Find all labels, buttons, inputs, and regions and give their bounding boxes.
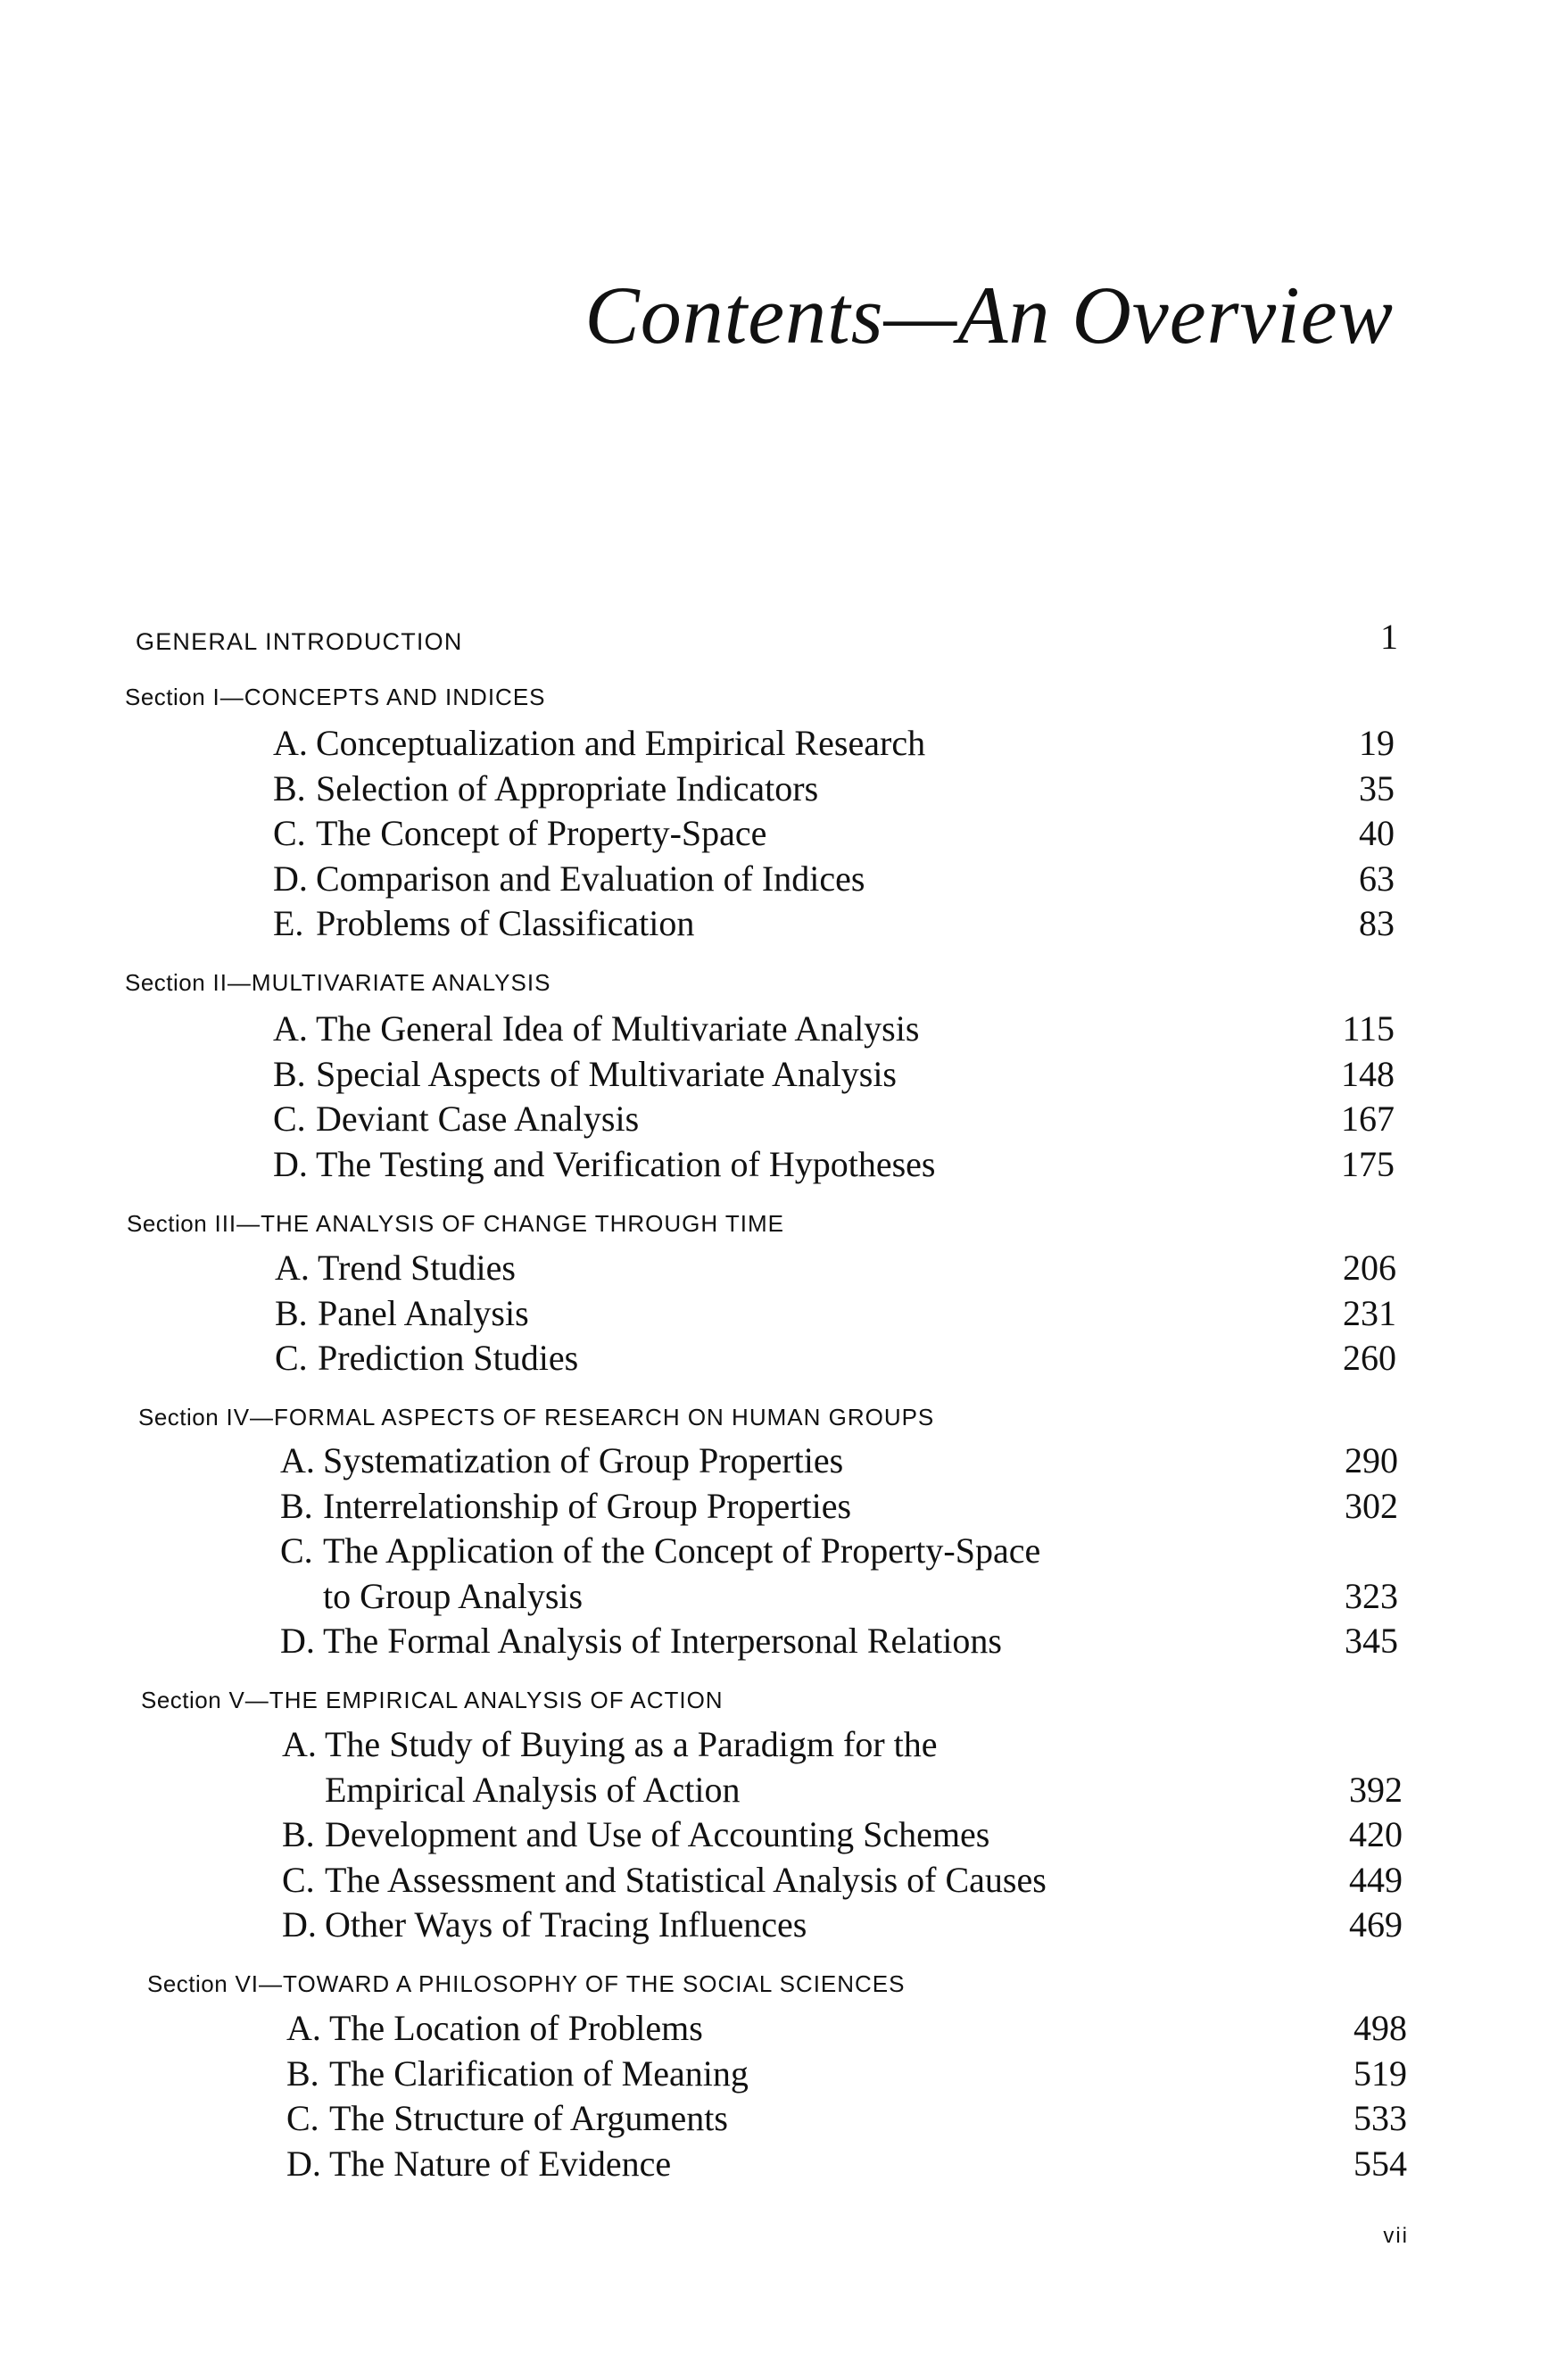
entry-title: The Study of Buying as a Paradigm for the [325,1724,938,1764]
entry-page-number: 290 [1345,1440,1398,1480]
section-heading [125,684,546,711]
entry-title: Other Ways of Tracing Influences [325,1904,807,1945]
toc-entry [282,1722,938,1767]
entry-title: Development and Use of Accounting Schemes [325,1814,990,1854]
section-word: Section [125,684,206,710]
entry-letter: E. [273,903,304,943]
entry-letter: A. [280,1440,315,1480]
entry-title: The Formal Analysis of Interpersonal Relations [323,1621,1002,1661]
entry-letter: D. [282,1904,317,1945]
entry-page-number: 323 [1345,1575,1398,1616]
section-word: Section [127,1210,208,1237]
toc-entry [273,1097,639,1141]
entry-letter: A. [286,2008,321,2048]
entry-title: to Group Analysis [323,1575,584,1616]
entry-title: Problems of Classification [316,903,695,943]
toc-entry [282,1812,989,1857]
entry-title: Selection of Appropriate Indicators [316,767,819,809]
entry-title: Empirical Analysis of Action [325,1769,741,1810]
entry-title: The Application of the Concept of Property-Space [323,1530,1041,1571]
entry-page-number: 533 [1353,2098,1407,2138]
entry-title: Prediction Studies [318,1338,579,1378]
general-introduction-row [136,616,1398,669]
entry-page-number: 167 [1341,1099,1395,1139]
entry-letter: C. [282,1859,315,1900]
entry-page-number: 148 [1341,1053,1395,1094]
entry-title: The Testing and Verification of Hypotheses [316,1143,936,1184]
entry-page-number: 260 [1343,1338,1396,1378]
entry-letter: D. [280,1621,315,1661]
entry-letter: A. [282,1724,317,1764]
entry-title: Comparison and Evaluation of Indices [316,858,865,899]
entry-page-number: 175 [1341,1143,1395,1184]
toc-entry-continuation [282,1768,741,1812]
entry-letter: D. [273,858,308,899]
toc-entry [280,1484,851,1529]
entry-page-number: 231 [1343,1292,1396,1333]
entry-page-number: 469 [1349,1904,1403,1945]
section-word: Section [147,1970,228,1997]
entry-page-number: 420 [1349,1814,1403,1854]
section-heading [125,969,550,997]
section-title: I—CONCEPTS AND INDICES [212,684,546,710]
entry-page-number: 392 [1349,1769,1403,1810]
toc-entry [275,1291,529,1336]
entry-page-number: 115 [1342,1008,1395,1049]
toc-entry [286,2006,703,2051]
section-word: Section [125,969,206,996]
entry-letter: A. [275,1248,310,1288]
section-heading [141,1687,724,1714]
general-introduction-page: 1 [1380,617,1398,657]
entry-title: Interrelationship of Group Properties [323,1485,852,1526]
section-title: V—THE EMPIRICAL ANALYSIS OF ACTION [228,1687,724,1713]
page-title: Contents—An Overview [584,270,1394,361]
entry-title: The Concept of Property-Space [316,813,767,853]
entry-letter: C. [273,1099,306,1139]
entry-page-number: 35 [1359,767,1395,809]
entry-page-number: 206 [1343,1248,1396,1288]
entry-letter: B. [273,1053,306,1094]
entry-letter: B. [282,1814,315,1854]
entry-page-number: 19 [1359,723,1395,763]
section-heading [147,1970,906,1998]
entry-letter: B. [286,2052,319,2094]
entry-letter: C. [273,813,306,853]
entry-letter: C. [275,1338,308,1378]
entry-letter: D. [286,2143,321,2184]
toc-entry [273,1007,919,1051]
toc-entry [273,901,694,946]
entry-page-number: 498 [1353,2008,1407,2048]
entry-page-number: 63 [1359,858,1395,899]
entry-page-number: 83 [1359,903,1395,943]
toc-entry [286,2142,671,2186]
toc-entry [286,2096,728,2141]
entry-title: The General Idea of Multivariate Analysis [316,1008,920,1049]
entry-title: The Assessment and Statistical Analysis of Causes [325,1859,1047,1900]
entry-letter: B. [280,1485,313,1526]
toc-entry [282,1903,807,1947]
section-word: Section [138,1404,219,1430]
entry-letter: C. [280,1530,313,1571]
toc-entry [275,1246,516,1290]
toc-entry [286,2052,749,2096]
entry-title: The Structure of Arguments [329,2098,728,2138]
entry-page-number: 302 [1345,1485,1398,1526]
entry-title: Trend Studies [318,1248,516,1288]
page-folio: vii [1383,2224,1409,2248]
entry-title: Special Aspects of Multivariate Analysis [316,1053,897,1094]
section-title: IV—FORMAL ASPECTS OF RESEARCH ON HUMAN GROUPS [226,1404,935,1430]
toc-entry-continuation [280,1574,583,1619]
entry-title: Conceptualization and Empirical Research [316,723,926,763]
entry-letter: D. [273,1143,308,1184]
entry-title: The Clarification of Meaning [329,2052,749,2094]
entry-letter: B. [275,1292,308,1333]
entry-letter: A. [273,723,308,763]
toc-entry [273,767,818,811]
toc-entry [282,1858,1047,1903]
entry-page-number: 554 [1353,2143,1407,2184]
section-title: III—THE ANALYSIS OF CHANGE THROUGH TIME [214,1210,785,1237]
section-heading [138,1404,934,1431]
entry-letter: C. [286,2098,319,2138]
entry-page-number: 519 [1353,2052,1407,2094]
toc-entry [280,1529,1040,1573]
entry-page-number: 40 [1359,813,1395,853]
general-introduction-label: GENERAL INTRODUCTION [136,628,463,655]
toc-entry [273,1052,897,1097]
entry-page-number: 345 [1345,1621,1398,1661]
toc-entry [280,1619,1002,1663]
entry-title: Systematization of Group Properties [323,1440,844,1480]
section-title: VI—TOWARD A PHILOSOPHY OF THE SOCIAL SCIENCES [235,1970,906,1997]
entry-title: The Nature of Evidence [329,2143,672,2184]
section-heading [127,1210,784,1238]
toc-entry [273,721,925,766]
entry-title: The Location of Problems [329,2008,703,2048]
toc-entry [280,1439,843,1483]
toc-entry [273,1142,935,1187]
toc-entry [273,857,865,901]
entry-title: Panel Analysis [318,1292,529,1333]
section-title: II—MULTIVARIATE ANALYSIS [212,969,551,996]
entry-title: Deviant Case Analysis [316,1099,640,1139]
entry-letter: B. [273,767,306,809]
toc-entry [273,811,766,856]
entry-page-number: 449 [1349,1859,1403,1900]
toc-entry [275,1336,578,1381]
entry-letter: A. [273,1008,308,1049]
section-word: Section [141,1687,222,1713]
